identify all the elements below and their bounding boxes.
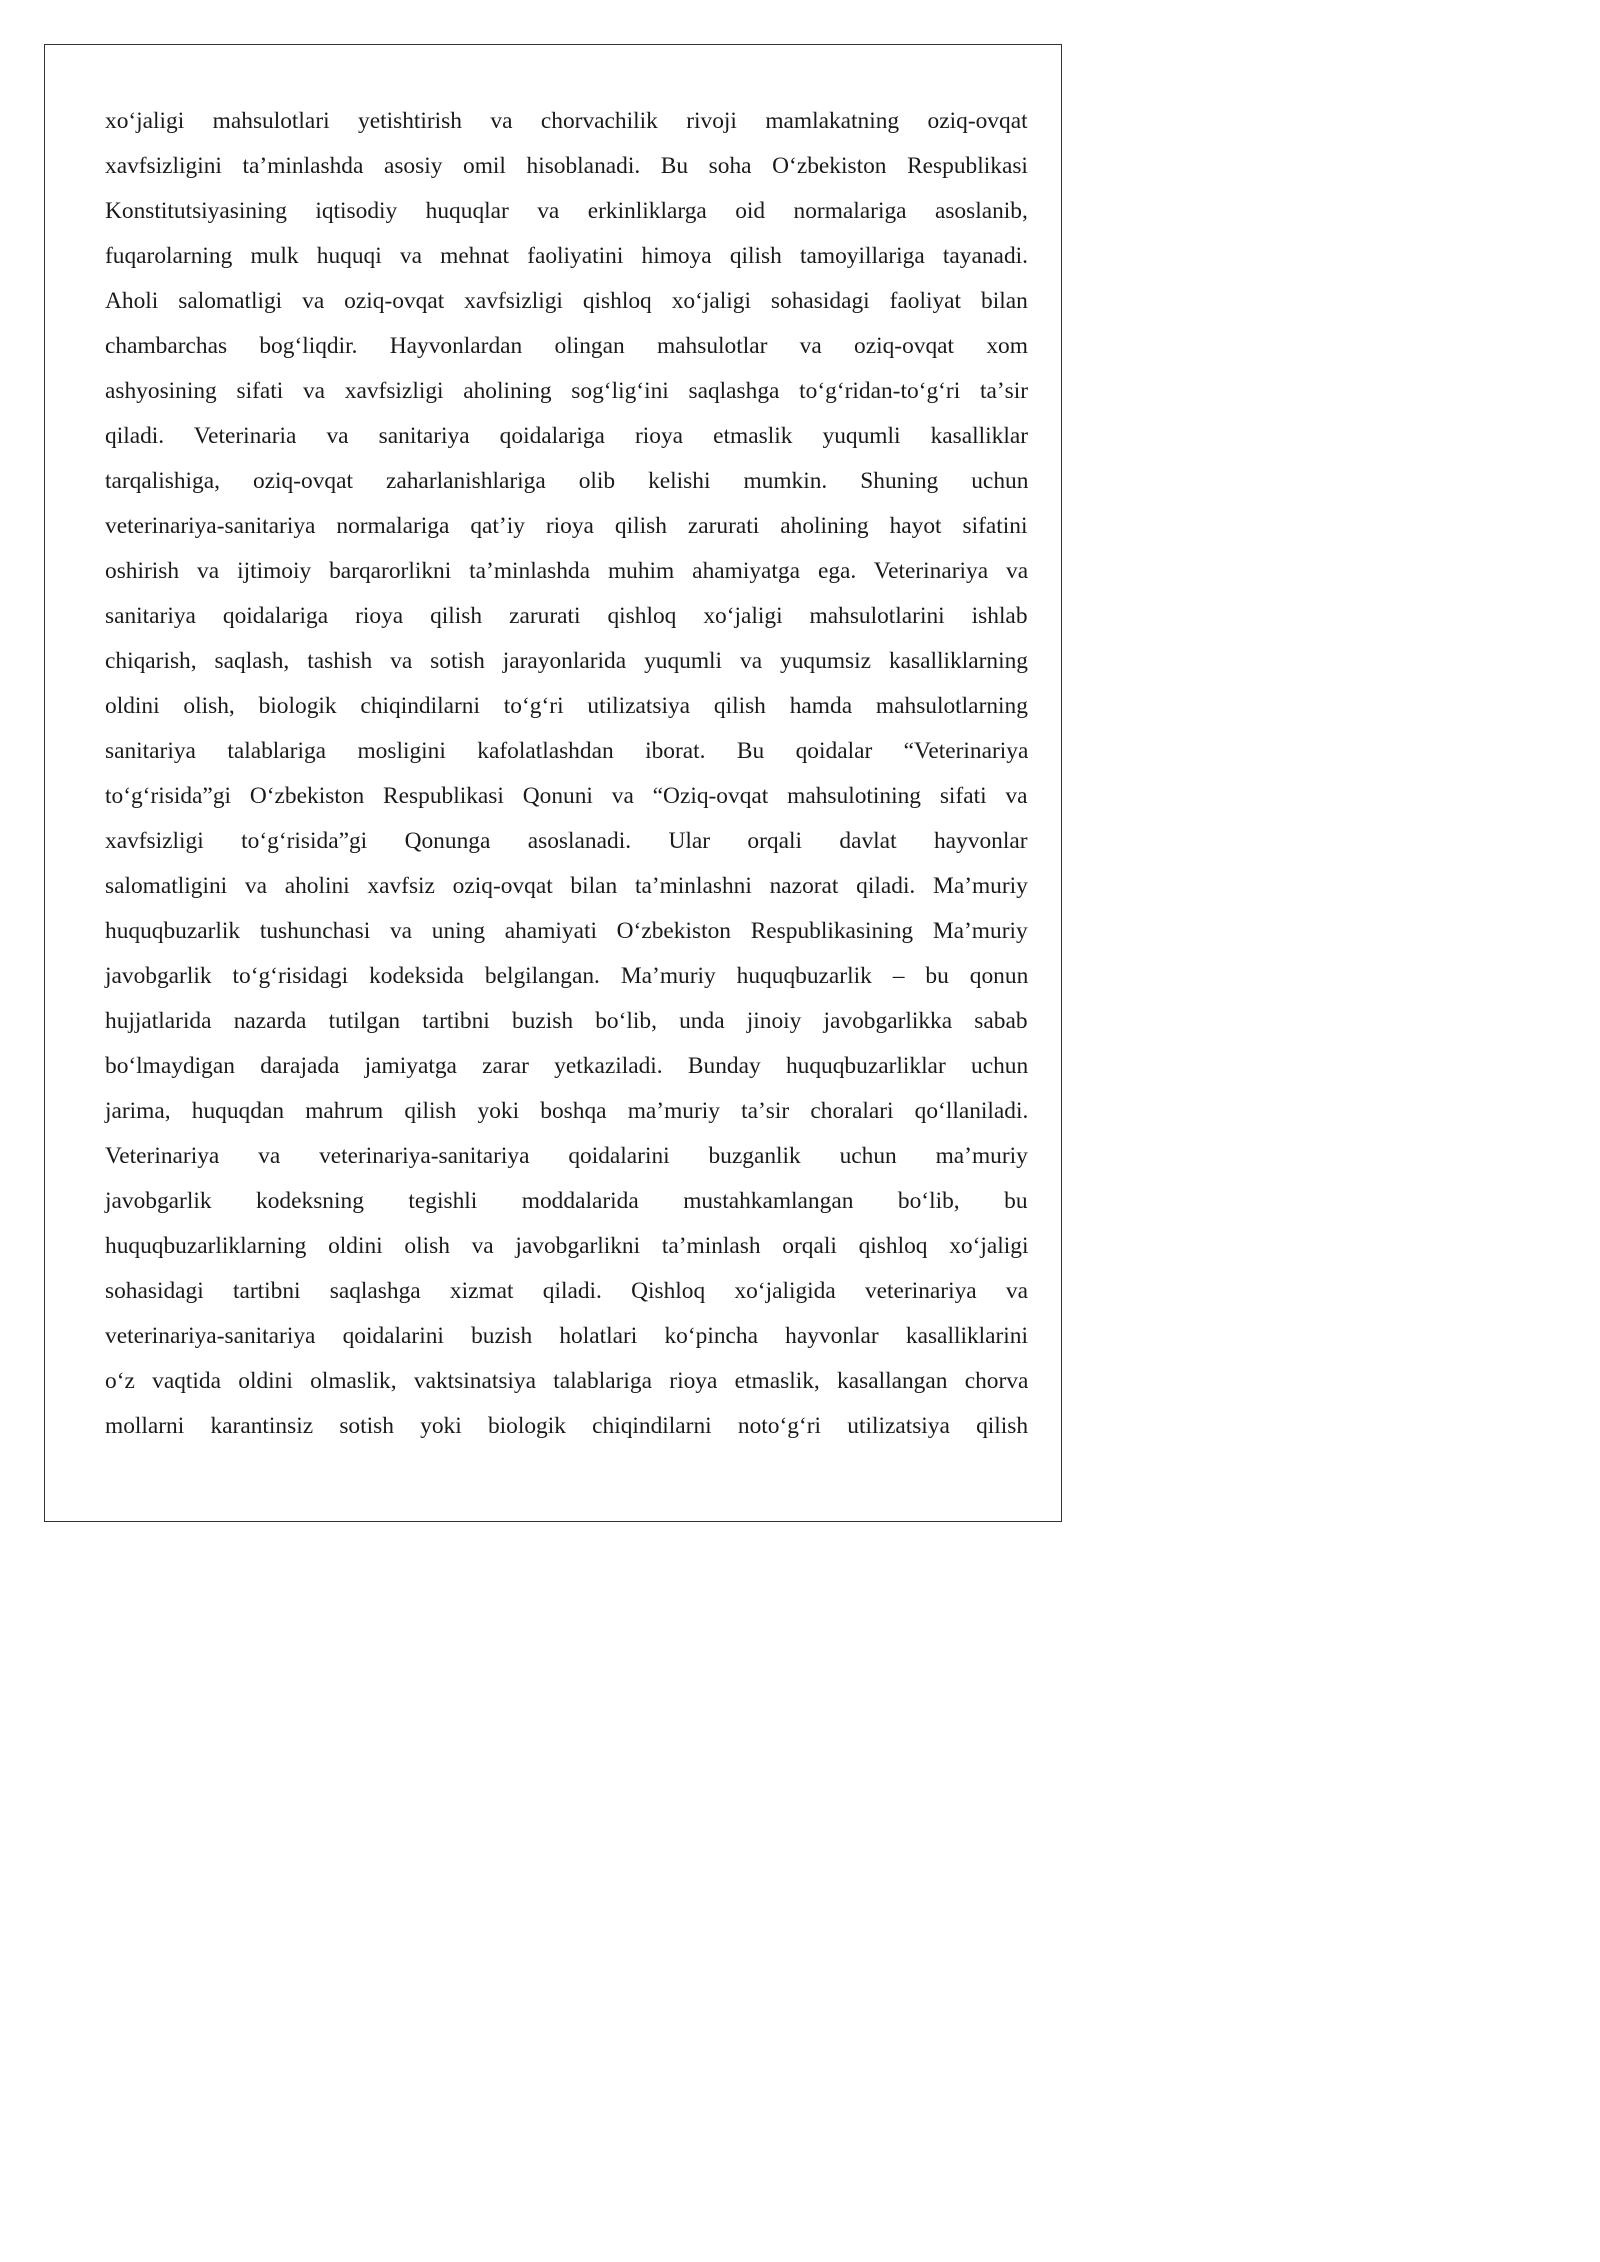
text-line-15: sanitariya talablariga mosligini kafolatlashdan iborat. Bu qoidalar “Veterinariya [105, 738, 1029, 764]
text-line-2: xavfsizligini taʼminlashda asosiy omil hisoblanadi. Bu soha Oʻzbekiston Respublikasi [105, 153, 1028, 179]
body-paragraph [105, 99, 1028, 1449]
text-line-3: Konstitutsiyasining iqtisodiy huquqlar va erkinliklarga oid normalariga asoslanib, [105, 198, 1028, 224]
text-line-11: oshirish va ijtimoiy barqarorlikni taʼminlashda muhim ahamiyatga ega. Veterinariya va [105, 558, 1029, 584]
text-line-12: sanitariya qoidalariga rioya qilish zarurati qishloq xoʻjaligi mahsulotlarini ishlab [105, 603, 1028, 629]
text-line-13: chiqarish, saqlash, tashish va sotish jarayonlarida yuqumli va yuqumsiz kasalliklarning [105, 648, 1028, 674]
text-line-10: veterinariya-sanitariya normalariga qatʼiy rioya qilish zarurati aholining hayot sifatini [105, 513, 1028, 539]
text-line-19: huquqbuzarlik tushunchasi va uning ahamiyati Oʻzbekiston Respublikasining Maʼmuriy [105, 918, 1028, 944]
text-line-27: sohasidagi tartibni saqlashga xizmat qiladi. Qishloq xoʻjaligida veterinariya va [105, 1278, 1028, 1304]
text-line-7: ashyosining sifati va xavfsizligi aholining sogʻligʻini saqlashga toʻgʻridan-toʻgʻri taʼsir [105, 378, 1029, 404]
text-line-29: oʻz vaqtida oldini olmaslik, vaktsinatsiya talablariga rioya etmaslik, kasallangan chorva [105, 1368, 1029, 1394]
text-line-17: xavfsizligi toʻgʻrisida”gi Qonunga asoslanadi. Ular orqali davlat hayvonlar [105, 828, 1028, 854]
text-line-18: salomatligini va aholini xavfsiz oziq-ovqat bilan taʼminlashni nazorat qiladi. Maʼmuriy [105, 873, 1028, 899]
text-line-16: toʻgʻrisida”gi Oʻzbekiston Respublikasi Qonuni va “Oziq-ovqat mahsulotining sifati va [105, 783, 1028, 809]
text-line-4: fuqarolarning mulk huquqi va mehnat faoliyatini himoya qilish tamoyillariga tayanadi. [105, 243, 1028, 269]
text-line-22: boʻlmaydigan darajada jamiyatga zarar yetkaziladi. Bunday huquqbuzarliklar uchun [105, 1053, 1029, 1079]
text-line-28: veterinariya-sanitariya qoidalarini buzish holatlari koʻpincha hayvonlar kasalliklarini [105, 1323, 1028, 1349]
text-line-25: javobgarlik kodeksning tegishli moddalarida mustahkamlangan boʻlib, bu [105, 1188, 1028, 1214]
text-line-23: jarima, huquqdan mahrum qilish yoki boshqa maʼmuriy taʼsir choralari qoʻllaniladi. [105, 1098, 1029, 1124]
text-line-1: xoʻjaligi mahsulotlari yetishtirish va chorvachilik rivoji mamlakatning oziq-ovqat [105, 108, 1028, 134]
text-line-6: chambarchas bogʻliqdir. Hayvonlardan olingan mahsulotlar va oziq-ovqat xom [105, 333, 1028, 359]
text-line-21: hujjatlarida nazarda tutilgan tartibni buzish boʻlib, unda jinoiy javobgarlikka sabab [105, 1008, 1028, 1034]
text-line-24: Veterinariya va veterinariya-sanitariya qoidalarini buzganlik uchun maʼmuriy [105, 1143, 1028, 1169]
text-line-9: tarqalishiga, oziq-ovqat zaharlanishlariga olib kelishi mumkin. Shuning uchun [105, 468, 1029, 494]
text-line-26: huquqbuzarliklarning oldini olish va javobgarlikni taʼminlash orqali qishloq xoʻjaligi [105, 1233, 1029, 1259]
text-line-14: oldini olish, biologik chiqindilarni toʻgʻri utilizatsiya qilish hamda mahsulotlarning [105, 693, 1028, 719]
text-line-30: mollarni karantinsiz sotish yoki biologik chiqindilarni notoʻgʻri utilizatsiya qilish [105, 1413, 1029, 1439]
text-line-8: qiladi. Veterinaria va sanitariya qoidalariga rioya etmaslik yuqumli kasalliklar [105, 423, 1028, 449]
text-line-5: Aholi salomatligi va oziq-ovqat xavfsizligi qishloq xoʻjaligi sohasidagi faoliyat bilan [105, 288, 1028, 314]
text-line-20: javobgarlik toʻgʻrisidagi kodeksida belgilangan. Maʼmuriy huquqbuzarlik – bu qonun [105, 963, 1029, 989]
